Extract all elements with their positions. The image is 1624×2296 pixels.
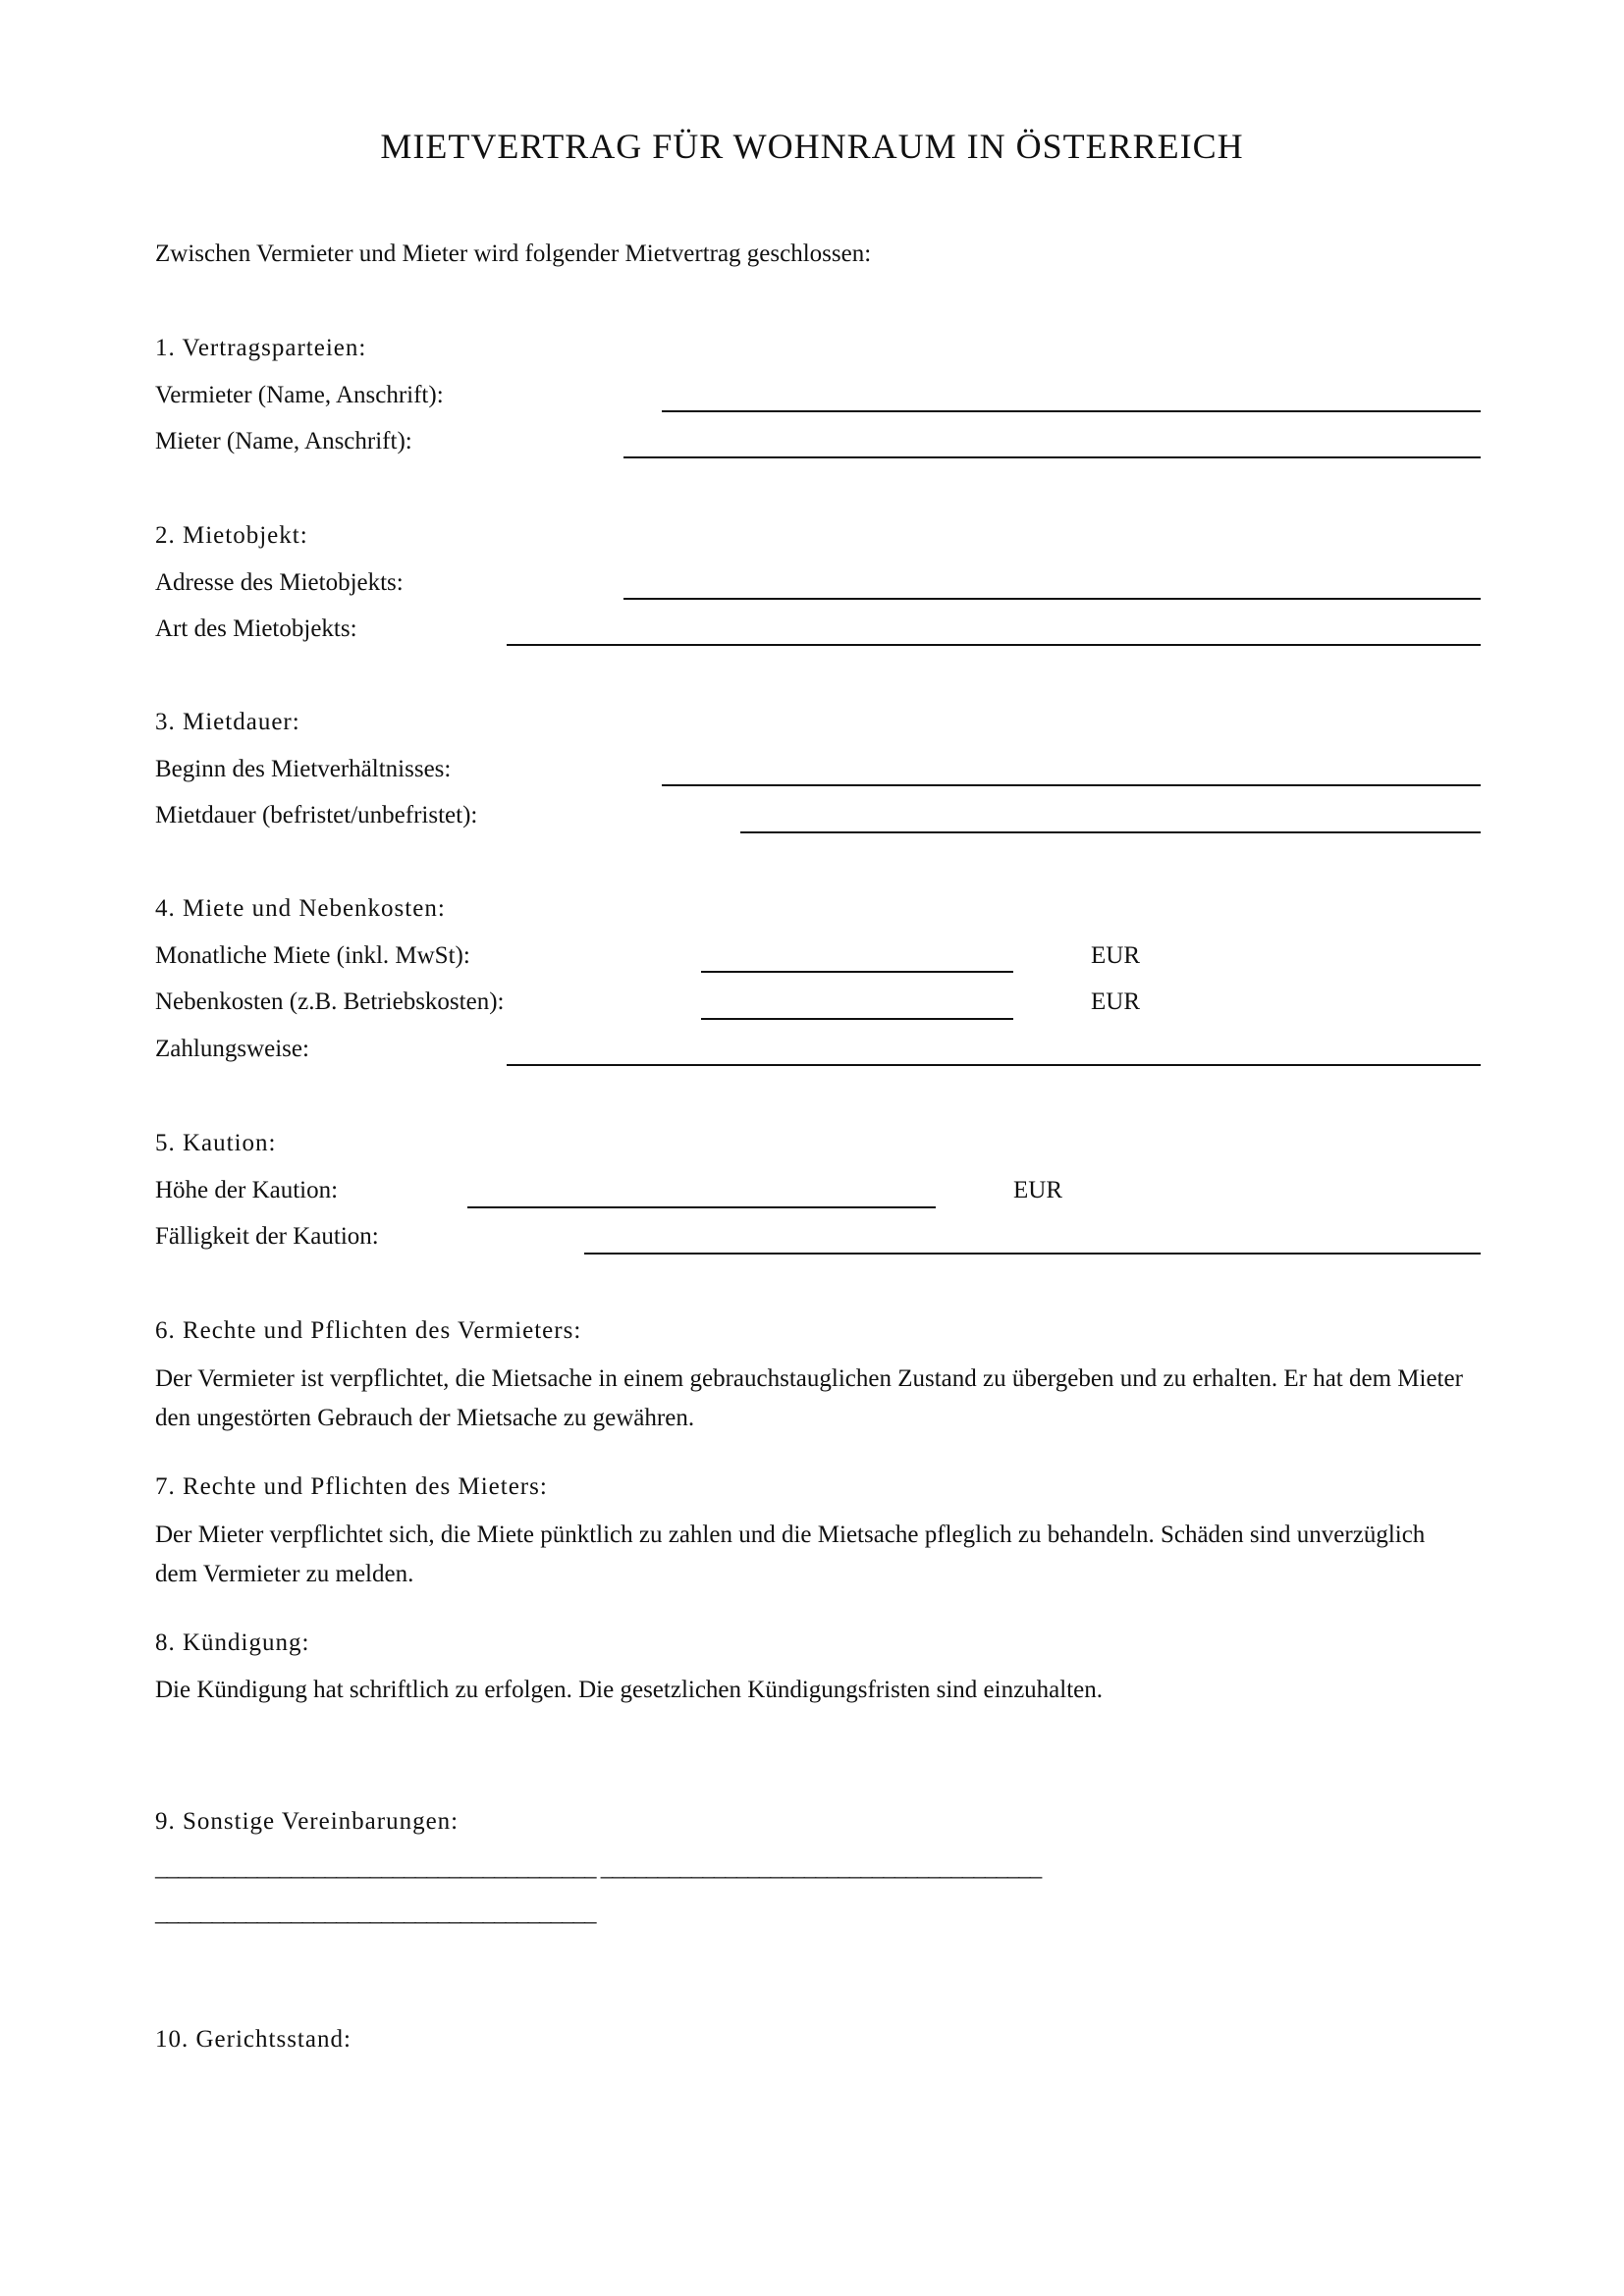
section-9-heading: 9. Sonstige Vereinbarungen: (155, 1808, 460, 1835)
section-2-heading: 2. Mietobjekt: (155, 522, 308, 549)
section-4-heading: 4. Miete und Nebenkosten: (155, 895, 446, 922)
miete-currency: EUR (1091, 942, 1140, 969)
section-7-heading: 7. Rechte und Pflichten des Mieters: (155, 1473, 548, 1500)
section-6-body: Der Vermieter ist verpflichtet, die Mietsache in einem gebrauchstauglichen Zustand zu übergeben und zu erhalten. Er hat dem Mieter den ungestörten Gebrauch der Mietsache zu gewähren. (155, 1365, 1463, 1431)
vereinbarungen-line-1[interactable]: _______________________________________ _______________________________________ (155, 1854, 1042, 1881)
section-8-heading: 8. Kündigung: (155, 1629, 310, 1656)
vermieter-field-line[interactable] (662, 410, 1481, 412)
kaution-faelligkeit-label: Fälligkeit der Kaution: (155, 1223, 379, 1250)
kaution-currency: EUR (1013, 1177, 1062, 1203)
nebenkosten-label: Nebenkosten (z.B. Betriebskosten): (155, 988, 505, 1015)
section-10-heading: 10. Gerichtsstand: (155, 2026, 352, 2053)
dauer-field-line[interactable] (740, 831, 1481, 833)
miete-label: Monatliche Miete (inkl. MwSt): (155, 942, 470, 969)
section-6-heading: 6. Rechte und Pflichten des Vermieters: (155, 1317, 582, 1344)
mieter-field-line[interactable] (623, 456, 1481, 458)
miete-field-line[interactable] (701, 971, 1013, 973)
adresse-field-line[interactable] (623, 598, 1481, 600)
zahlungsweise-field-line[interactable] (507, 1064, 1481, 1066)
kaution-hoehe-label: Höhe der Kaution: (155, 1177, 339, 1203)
section-3-heading: 3. Mietdauer: (155, 709, 300, 735)
mieter-label: Mieter (Name, Anschrift): (155, 428, 412, 454)
section-8-body: Die Kündigung hat schriftlich zu erfolgen. Die gesetzlichen Kündigungsfristen sind einzuhalten. (155, 1677, 1104, 1703)
kaution-hoehe-field-line[interactable] (467, 1206, 936, 1208)
nebenkosten-currency: EUR (1091, 988, 1140, 1015)
section-7-body: Der Mieter verpflichtet sich, die Miete pünktlich zu zahlen und die Mietsache pfleglich zu behandeln. Schäden sind unverzüglich dem Vermieter zu melden. (155, 1522, 1426, 1587)
vermieter-label: Vermieter (Name, Anschrift): (155, 382, 444, 408)
art-label: Art des Mietobjekts: (155, 615, 357, 642)
kaution-faelligkeit-field-line[interactable] (584, 1253, 1481, 1255)
section-5-heading: 5. Kaution: (155, 1130, 277, 1156)
dauer-label: Mietdauer (befristet/unbefristet): (155, 802, 478, 828)
adresse-label: Adresse des Mietobjekts: (155, 569, 404, 596)
vereinbarungen-line-2[interactable]: _______________________________________ (155, 1899, 596, 1926)
section-1-heading: 1. Vertragsparteien: (155, 335, 367, 361)
art-field-line[interactable] (507, 644, 1481, 646)
beginn-field-line[interactable] (662, 784, 1481, 786)
nebenkosten-field-line[interactable] (701, 1018, 1013, 1020)
zahlungsweise-label: Zahlungsweise: (155, 1036, 309, 1062)
intro-text: Zwischen Vermieter und Mieter wird folgender Mietvertrag geschlossen: (155, 240, 872, 267)
beginn-label: Beginn des Mietverhältnisses: (155, 756, 452, 782)
document-title: MIETVERTRAG FÜR WOHNRAUM IN ÖSTERREICH (380, 127, 1244, 166)
